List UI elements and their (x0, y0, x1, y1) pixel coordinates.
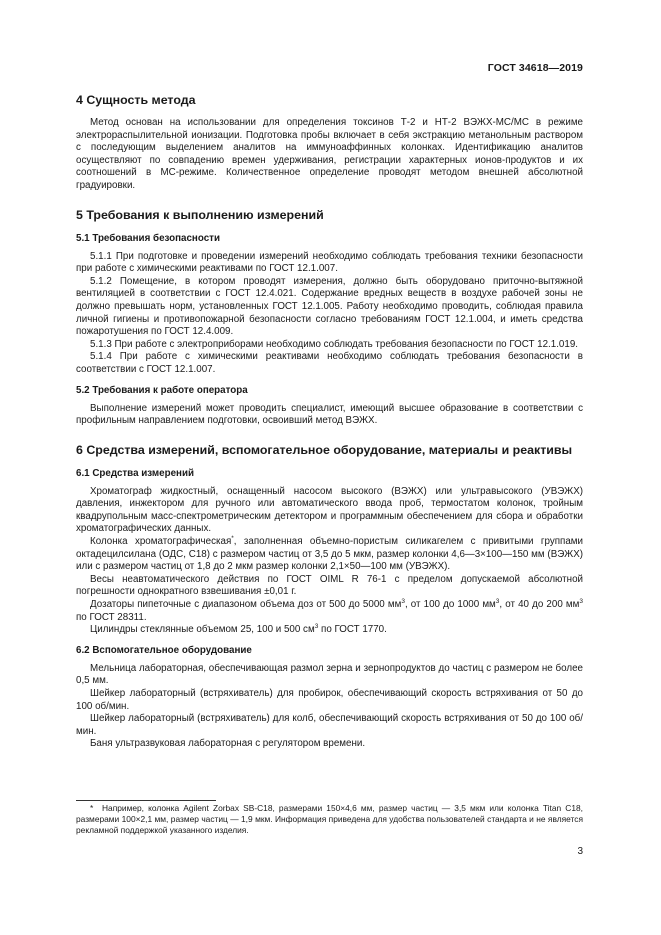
footnote-mark: * (90, 803, 94, 813)
footnote-divider (76, 800, 216, 801)
dispensers-text-d: по ГОСТ 28311. (76, 611, 147, 623)
mill-paragraph: Мельница лабораторная, обеспечивающая размол зерна и зернопродуктов до частиц с размером не более 0,5 мм. (76, 662, 583, 687)
footnote-reference: * (231, 535, 234, 543)
section-5-heading: 5 Требования к выполнению измерений (76, 207, 324, 222)
page-number: 3 (577, 846, 583, 857)
flask-shaker-paragraph: Шейкер лабораторный (встряхиватель) для колб, обеспечивающий скорость встряхивания от 50 до 100 об/мин. (76, 713, 583, 737)
dispensers-text-b: , от 100 до 1000 мм (404, 599, 496, 611)
clause-5-1-4: 5.1.4 При работе с химическими реактивами необходимо соблюдать требования безопасности в соответствии с ГОСТ 12.1.007. (76, 351, 583, 375)
section-5-2-paragraph: Выполнение измерений может проводить специалист, имеющий высшее образование в соответствии с профильным направлением подготовки, освоивший метод ВЭЖХ. (76, 402, 583, 427)
dispensers-text-a: Дозаторы пипеточные с диапазоном объема доз от 500 до 5000 мм (90, 599, 402, 611)
document-code-header: ГОСТ 34618—2019 (487, 62, 583, 74)
section-5-2-heading: 5.2 Требования к работе оператора (76, 384, 248, 396)
section-5-1-heading: 5.1 Требования безопасности (76, 232, 220, 244)
superscript-3: 3 (579, 598, 583, 606)
dispensers-text-c: , от 40 до 200 мм (499, 599, 580, 611)
column-text-a: Колонка хроматографическая (90, 536, 232, 548)
cylinders-paragraph (76, 624, 583, 637)
superscript-3: 3 (495, 598, 500, 606)
clause-5-1-2: 5.1.2 Помещение, в котором проводят измерения, должно быть оборудовано приточно-вытяжной вентиляцией в соответствии с ГОСТ 12.4.021. Содержание вредных веществ в воздухе рабочей зоны не должно превышать норм, установленных ГОСТ 12.1.005. Работу необходимо проводить, соблюдая правила личной гигиены и противопожарной безопасности согласно требованиям ГОСТ 12.1.004, и иметь средства пожаротушения по ГОСТ 12.4.009. (76, 275, 583, 338)
scales-paragraph: Весы неавтоматического действия по ГОСТ OIML R 76-1 с пределом допускаемой абсолютной погрешности однократного взвешивания ±0,01 г. (76, 573, 583, 598)
ultrasonic-bath-paragraph: Баня ультразвуковая лабораторная с регулятором времени. (90, 738, 366, 750)
section-6-2-heading: 6.2 Вспомогательное оборудование (76, 644, 252, 656)
cylinders-text-b: по ГОСТ 1770. (318, 624, 387, 636)
chromatograph-paragraph: Хроматограф жидкостный, оснащенный насосом высокого (ВЭЖХ) или ультравысокого (УВЭЖХ) давления, инжектором для ручного или автоматического ввода проб, термостатом колонок, тройным квадрупольным масс-спектрометрическим детектором и программным обеспечением для сбора и обработки хроматографических данных. (76, 485, 583, 535)
clause-5-1-3: 5.1.3 При работе с электроприборами необходимо соблюдать требования безопасности по ГОСТ 12.1.019. (90, 338, 579, 350)
column-paragraph (76, 536, 583, 574)
cylinders-text-a: Цилиндры стеклянные объемом 25, 100 и 500 см (90, 624, 315, 636)
column-text-b: , заполненная объемно-пористым силикагелем с привитыми группами октадецилсилана (ОДС, С18) с размером частиц от 3,5 до 5 мкм, размер колонки 4,6—3×100—150 мм (ВЭЖХ) или с размером частиц от 1,8 до 2 мкм размер колонки 2,1×50—100 мм (УВЭЖХ). (76, 536, 583, 573)
section-6-heading: 6 Средства измерений, вспомогательное оборудование, материалы и реактивы (76, 442, 573, 457)
section-4-heading: 4 Сущность метода (76, 93, 196, 107)
superscript-3: 3 (314, 623, 319, 631)
section-4-paragraph: Метод основан на использовании для определения токсинов Т-2 и НТ-2 ВЭЖХ-МС/МС в режиме электрораспылительной ионизации. Подготовка пробы включает в себя экстракцию метанольным раствором с последующим выделением аналитов на иммуноаффинных колонках. Идентификацию аналитов осуществляют по совпадению времен удерживания, регистрации характерных ионов-продуктов и их соотношений в МС-режиме. Количественное определение проводят методом внешней абсолютной градуировки. (76, 117, 583, 191)
dispensers-paragraph (76, 599, 583, 624)
footnote-text: Например, колонка Agilent Zorbax SB-C18, размерами 150×4,6 мм, размер частиц — 3,5 мкм или колонка Titan C18, размерами 100×2,1 мм, размер частиц — 1,9 мкм. Информация приведена для удобства пользователей стандарта и не является рекламной поддержкой указанного изделия. (76, 803, 583, 836)
superscript-3: 3 (401, 598, 405, 606)
tube-shaker-paragraph: Шейкер лабораторный (встряхиватель) для пробирок, обеспечивающий скорость встряхивания от 50 до 100 об/мин. (76, 688, 583, 712)
footnote (76, 803, 583, 837)
page-content (76, 92, 583, 751)
section-6-1-heading: 6.1 Средства измерений (76, 467, 194, 479)
clause-5-1-1: 5.1.1 При подготовке и проведении измерений необходимо соблюдать требования техники безопасности при работе с химическими реактивами по ГОСТ 12.1.007. (76, 250, 583, 275)
